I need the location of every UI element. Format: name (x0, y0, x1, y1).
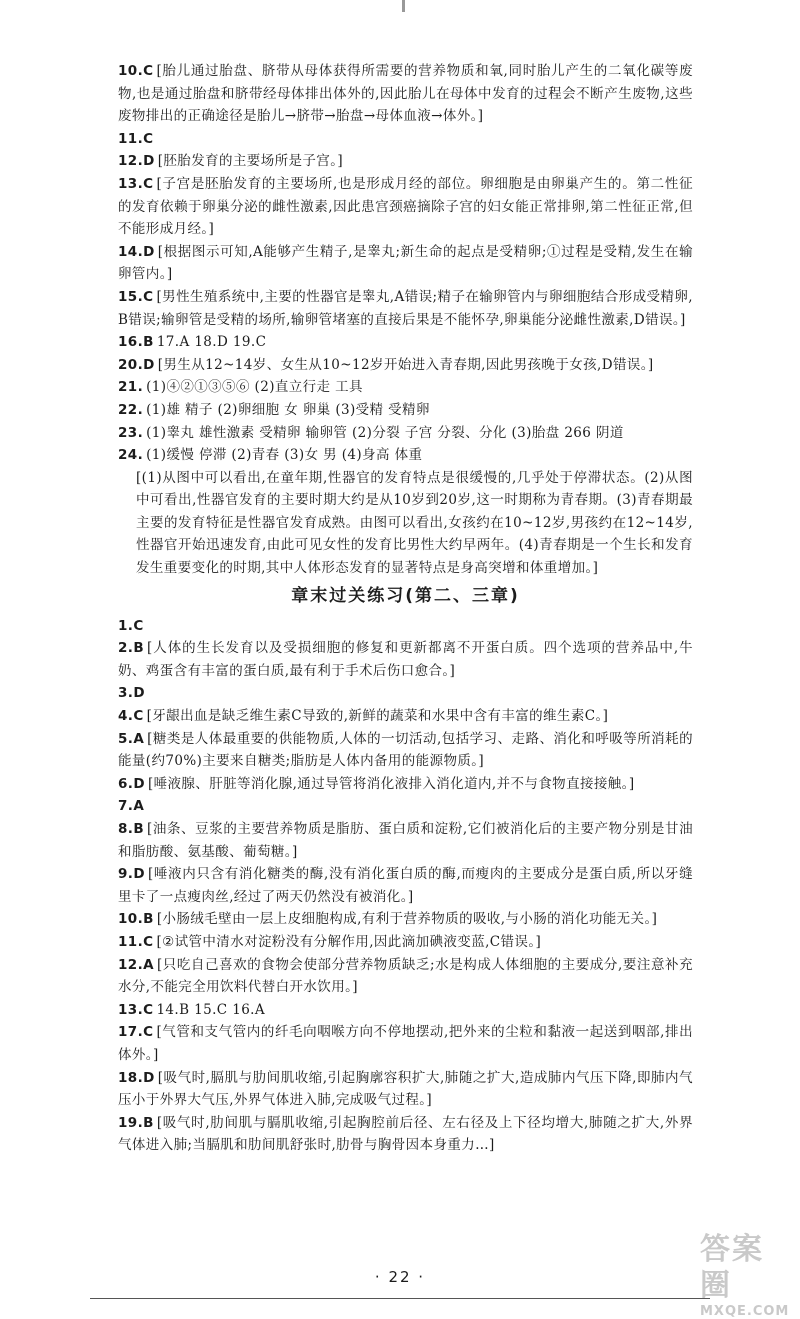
answer-entry (118, 286, 693, 331)
answer-number: 11.C (118, 933, 154, 950)
answer-number: 1.C (118, 617, 144, 634)
answer-explanation: [糖类是人体最重要的供能物质,人体的一切活动,包括学习、走路、消化和呼吸等所消耗的能量(约70%)主要来自糖类;脂肪是人体内备用的能源物质。] (118, 730, 693, 770)
answer-explanation: [②试管中清水对淀粉没有分解作用,因此滴加碘液变蓝,C错误。] (156, 933, 542, 950)
answer-number: 3.D (118, 685, 145, 702)
answer-explanation: (1)④②①③⑤⑥ (2)直立行走 工具 (146, 379, 363, 396)
answer-number: 2.B (118, 640, 145, 657)
answer-entry (118, 331, 693, 354)
answer-number: 12.A (118, 956, 154, 973)
answer-number: 16.B (118, 334, 154, 351)
answer-entry (118, 128, 693, 151)
watermark-text: 答案圈 (700, 1232, 764, 1303)
answer-number: 22. (118, 401, 144, 418)
answer-explanation: [吸气时,肋间肌与膈肌收缩,引起胸腔前后径、左右径及上下径均增大,肺随之扩大,外界气体进入肺;当膈肌和肋间肌舒张时,肋骨与胸骨因本身重力…] (118, 1114, 693, 1154)
answer-number: 17.C (118, 1024, 154, 1041)
answer-entry (118, 444, 693, 467)
answer-number: 19.B (118, 1114, 154, 1131)
answer-entry (118, 637, 693, 682)
answer-number: 7.A (118, 798, 145, 815)
answer-number: 15.C (118, 288, 154, 305)
answer-number: 10.B (118, 911, 154, 928)
answer-explanation: [胎儿通过胎盘、脐带从母体获得所需要的营养物质和氧,同时胎儿产生的二氧化碳等废物,也是通过胎盘和脐带经母体排出体外的,因此胎儿在母体中发育的过程会不断产生废物,这些废物排出的正确途径是胎儿→脐带→胎盘→母体血液→体外。] (118, 63, 693, 125)
answer-number: 11.C (118, 130, 154, 147)
answer-explanation: 17.A 18.D 19.C (156, 334, 267, 351)
answer-number: 12.D (118, 153, 155, 170)
answer-number: 21. (118, 379, 144, 396)
answer-number: 6.D (118, 775, 145, 792)
answer-explanation: [男性生殖系统中,主要的性器官是睾丸,A错误;精子在输卵管内与卵细胞结合形成受精卵,B错误;输卵管是受精的场所,输卵管堵塞的直接后果是不能怀孕,卵巢能分泌雌性激素,D错误。] (118, 288, 693, 328)
top-ribbon-mark (402, 0, 405, 12)
answer-explanation: [气管和支气管内的纤毛向咽喉方向不停地摆动,把外来的尘粒和黏液一起送到咽部,排出体外。] (118, 1024, 693, 1063)
answer-number: 9.D (118, 866, 145, 883)
answer-number: 5.A (118, 730, 145, 747)
answer-explanation: [吸气时,膈肌与肋间肌收缩,引起胸廓容积扩大,肺随之扩大,造成肺内气压下降,即肺内气压小于外界大气压,外界气体进入肺,完成吸气过程。] (118, 1069, 693, 1109)
answer-content (118, 60, 693, 1157)
answer-entry (118, 150, 693, 173)
answer-number: 10.C (118, 63, 154, 79)
answer-entry (118, 173, 693, 241)
watermark-url: MXQE.COM (700, 1304, 790, 1319)
entry-24-explanation: [(1)从图中可以看出,在童年期,性器官的发育特点是很缓慢的,几乎处于停滞状态。(2)从图中可看出,性器官发育的主要时期大约是从10岁到20岁,这一时期称为青春期。(3)青春期最主要的发育特征是性器官发育成熟。由图可以看出,女孩约在10~12岁,男孩约在12~14岁,性器官开始迅速发育,由此可见女性的发育比男性大约早两年。(4)青春期是一个生长和发育发生重要变化的时期,其中人体形态发育的显著特点是身高突增和体重增加。] (136, 469, 693, 577)
answer-number: 23. (118, 424, 144, 441)
answer-entry (118, 241, 693, 286)
answer-explanation: [人体的生长发育以及受损细胞的修复和更新都离不开蛋白质。四个选项的营养品中,牛奶、鸡蛋含有丰富的蛋白质,最有利于手术后伤口愈合。] (118, 640, 693, 679)
answer-explanation: 14.B 15.C 16.A (156, 1001, 266, 1018)
answer-entry (118, 795, 693, 818)
answer-number: 8.B (118, 821, 145, 837)
answer-number: 4.C (118, 708, 144, 725)
answer-number: 13.C (118, 1001, 154, 1018)
answer-explanation: [小肠绒毛壁由一层上皮细胞构成,有利于营养物质的吸收,与小肠的消化功能无关。] (156, 911, 658, 928)
answer-explanation: (1)缓慢 停滞 (2)青春 (3)女 男 (4)身高 体重 (146, 447, 423, 464)
answer-explanation: [根据图示可知,A能够产生精子,是睾丸;新生命的起点是受精卵;①过程是受精,发生在输卵管内。] (118, 243, 693, 283)
answer-explanation: [牙龈出血是缺乏维生素C导致的,新鲜的蔬菜和水果中含有丰富的维生素C。] (146, 708, 609, 725)
answer-entry (118, 908, 693, 931)
answer-entry (118, 376, 693, 399)
answer-explanation: [男生从12~14岁、女生从10~12岁开始进入青春期,因此男孩晚于女孩,D错误。] (157, 356, 654, 373)
section-title: 章末过关练习(第二、三章) (291, 585, 520, 606)
answer-entry (118, 354, 693, 377)
answer-explanation: (1)雄 精子 (2)卵细胞 女 卵巢 (3)受精 受精卵 (146, 401, 430, 418)
answer-explanation: [唾液腺、肝脏等消化腺,通过导管将消化液排入消化道内,并不与食物直接接触。] (147, 775, 635, 792)
answer-entry (118, 818, 693, 863)
answer-entry (118, 999, 693, 1022)
answer-entry (118, 399, 693, 422)
answer-entry (118, 954, 693, 999)
answer-entry (118, 931, 693, 954)
answer-entry (118, 1112, 693, 1157)
answer-explanation: [只吃自己喜欢的食物会使部分营养物质缺乏;水是构成人体细胞的主要成分,要注意补充水分,不能完全用饮料代替白开水饮用。] (118, 956, 693, 996)
answer-entry (118, 728, 693, 773)
answer-entry (118, 773, 693, 796)
answers-part-2 (118, 615, 693, 1157)
answer-explanation: [子宫是胚胎发育的主要场所,也是形成月经的部位。卵细胞是由卵巢产生的。第二性征的发育依赖于卵巢分泌的雌性激素,因此患宫颈癌摘除子宫的妇女能正常排卵,第二性征正常,但不能形成月经。] (118, 175, 693, 238)
answer-explanation: [胚胎发育的主要场所是子宫。] (157, 153, 344, 170)
watermark-logo (700, 1232, 792, 1319)
answer-number: 18.D (118, 1069, 155, 1086)
answer-explanation: (1)睾丸 雄性激素 受精卵 输卵管 (2)分裂 子宫 分裂、分化 (3)胎盘 266 阴道 (146, 424, 624, 441)
answer-entry (118, 615, 693, 638)
answer-entry (118, 1067, 693, 1112)
answers-part-1 (118, 60, 693, 467)
answer-entry (118, 682, 693, 705)
answer-explanation: [油条、豆浆的主要营养物质是脂肪、蛋白质和淀粉,它们被消化后的主要产物分别是甘油和脂肪酸、氨基酸、葡萄糖。] (118, 821, 693, 860)
answer-entry (118, 705, 693, 728)
answer-number: 13.C (118, 175, 154, 192)
answer-number: 24. (118, 447, 144, 464)
page-number: · 22 · (374, 1268, 426, 1286)
answer-entry (118, 1021, 693, 1066)
answer-entry (118, 422, 693, 445)
answer-explanation: [唾液内只含有消化糖类的酶,没有消化蛋白质的酶,而瘦肉的主要成分是蛋白质,所以牙缝里卡了一点瘦肉丝,经过了两天仍然没有被消化。] (118, 866, 693, 905)
answer-entry (118, 60, 693, 128)
answer-entry (118, 863, 693, 908)
bottom-divider (90, 1298, 710, 1299)
answer-number: 14.D (118, 243, 155, 260)
answer-number: 20.D (118, 356, 155, 373)
